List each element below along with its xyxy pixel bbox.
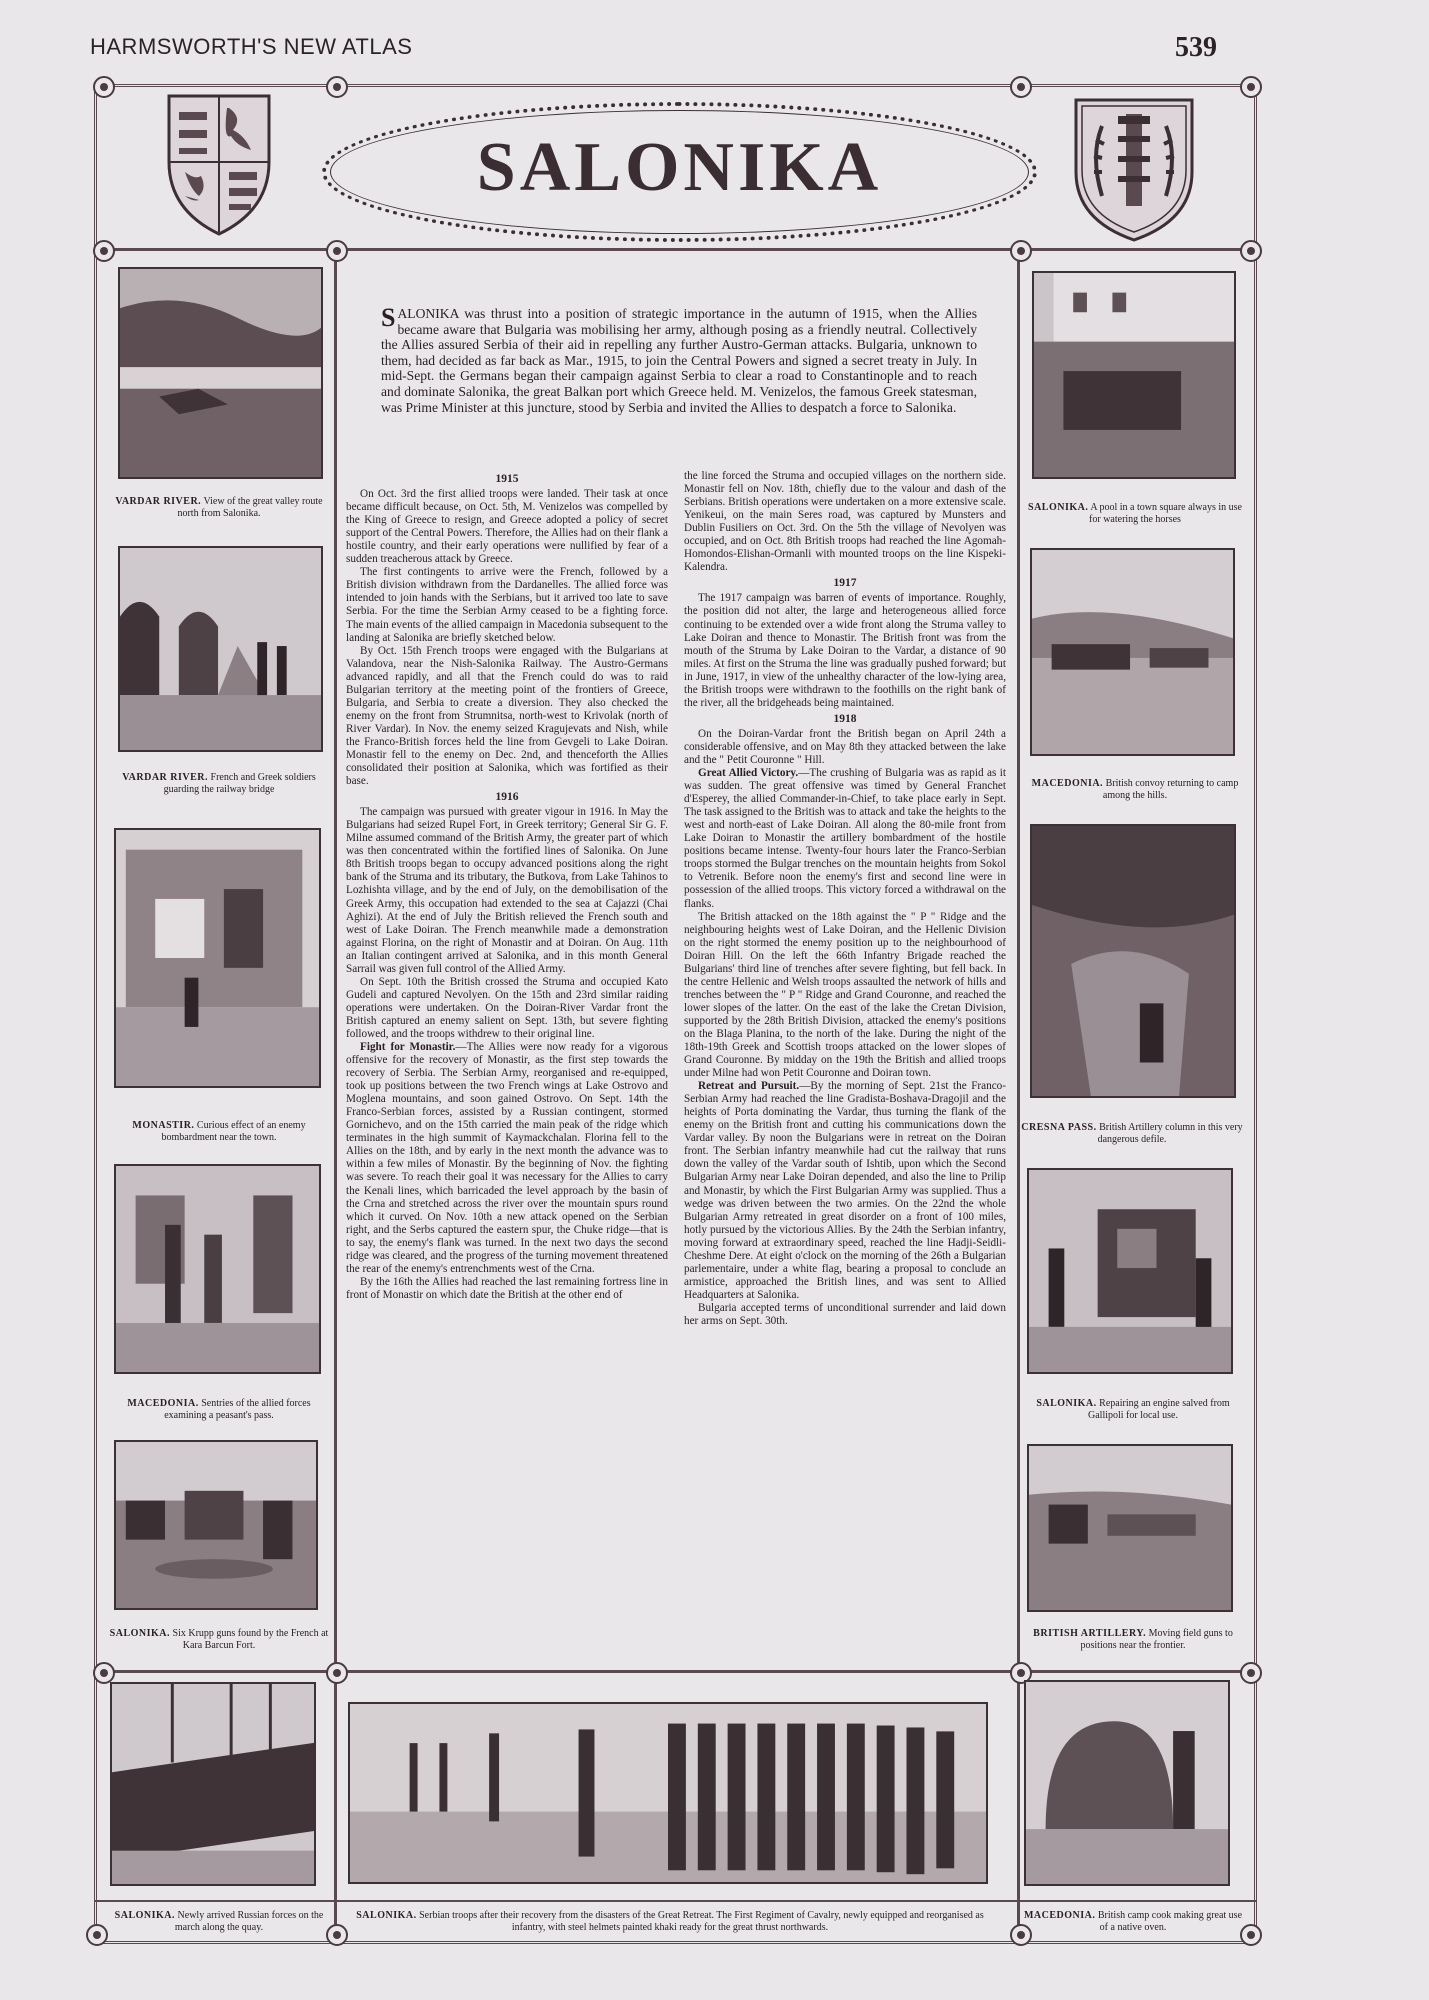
paragraph: On the Doiran-Vardar front the British began on April 24th a considerable offensive, and on May 8th they attacked between the lake and the " Petit Couronne " Hill. (684, 727, 1006, 766)
caption-heading: SALONIKA. (1028, 502, 1089, 513)
bottom-photo-divider (94, 1670, 1257, 1673)
photo-british-convoy (1030, 548, 1235, 756)
bottom-caption-divider (94, 1900, 1257, 1902)
caption-heading: MONASTIR. (132, 1120, 195, 1131)
paragraph-text: —The Allies were now ready for a vigorous offensive for the recovery of Monastir, as the first step towards the recovery of Serbia. The Serbian Army, reorganised and re-equipped, took up positions between the two French wings at Lake Ostrovo and Moglena mountains, and soon gained Ostrovo. On Sept. 14th the Franco-Serbian forces, assisted by a Russian contingent, stormed Gornichevo, and on the 15th carried the main peak of the ridge which terminates in the high summit of Kaymackchalan. Florina fell to the Allies on the 18th, and by early in the next month the advance was to within a few miles of Monastir. By the beginning of Nov. the fighting was severe. To reach their goal it was necessary for the Allies to carry the Kenali lines, which barricaded the level approach by the basin of the Crna and stretched across the river over the mountain spurs round which it curved. On Nov. 10th a new attack opened on the Serbian right, and the Serbs captured the eastern spur, the Chuke ridge—that is to say, the enemy's flank was turned. In the next two days the second ridge was cleared, and the progress of the turning movement threatened the rear of the enemy's entrenchments west of the Crna. (346, 1041, 668, 1275)
caption-text: Curious effect of an enemy bombardment near the town. (161, 1120, 306, 1143)
caption-text: French and Greek soldiers guarding the railway bridge (163, 772, 316, 795)
caption-heading: BRITISH ARTILLERY. (1033, 1628, 1147, 1639)
left-column-divider (334, 248, 337, 1944)
paragraph (684, 1080, 1006, 1302)
caption-text: Repairing an engine salved from Gallipoli for local use. (1088, 1398, 1230, 1421)
year-heading-1915: 1915 (495, 473, 519, 485)
paragraph: the line forced the Struma and occupied villages on the northern side. Monastir fell on Nov. 18th, chiefly due to the valour and dash of the Serbians. British operations were undertaken on a more extensive scale. Yenikeui, on the main Seres road, was captured by Munsters and Dublin Fusiliers on Oct. 3rd. On the 5th the village of Nevolyen was occupied, and on Oct. 8th British troops had reached the line Agomah-Homondos-Elishan-Ormanli with mounted troops on the line Kispeki-Kalendra. (684, 470, 1006, 574)
photo-repairing-engine (1027, 1168, 1233, 1374)
intro-paragraph (381, 303, 977, 415)
caption-heading: VARDAR RIVER. (122, 772, 209, 783)
corner-ornament (1010, 76, 1032, 98)
caption-repairing-engine (1020, 1398, 1246, 1422)
page-title: SALONIKA (476, 129, 883, 206)
text-column-right (684, 470, 1006, 1328)
section-lead: Fight for Monastir. (360, 1041, 456, 1054)
title-divider (94, 248, 1257, 251)
british-coat-of-arms (165, 92, 273, 238)
corner-ornament (326, 1662, 348, 1684)
caption-text: Newly arrived Russian forces on the march along the quay. (174, 1910, 324, 1933)
caption-heading: SALONIKA. (109, 1628, 171, 1639)
photo-camp-cook (1024, 1680, 1230, 1886)
photo-sentries (114, 1164, 321, 1374)
paragraph: By the 16th the Allies had reached the last remaining fortress line in front of Monastir on which date the British at the other end of (346, 1275, 668, 1301)
corner-ornament (326, 76, 348, 98)
caption-heading: CRESNA PASS. (1021, 1122, 1097, 1133)
paragraph: The British attacked on the 18th against the " P " Ridge and the neighbouring heights west of Lake Doiran, and the Hellenic Division on the right stormed the enemy position up to the neighbourhood of Doiran Hill. On the left the 66th Infantry Brigade reached the Bulgarians' third line of trenches after severe fighting, but fell back. In the centre Hellenic and Welsh troops assaulted the network of hills and trenches between the " P " Ridge and Grand Couronne, and reached the lower slopes of the latter. On the east of the lake the Cretan Division, supported by the 28th British Division, attacked the enemy's positions on the Blaga Planina, to the north of the lake. During the night of the 18th-19th Greek and Scottish troops attacked on the lower slopes of Grand Couronne. By midday on the 19th the British and allied troops under Milne had won Petit Couronne and Doiran town. (684, 910, 1006, 1080)
section-lead: Retreat and Pursuit. (698, 1080, 800, 1093)
photo-krupp-guns (114, 1440, 318, 1610)
corner-ornament (1240, 240, 1262, 262)
caption-heading: VARDAR RIVER. (115, 496, 202, 507)
caption-camp-cook (1020, 1910, 1246, 1934)
caption-heading: SALONIKA. (356, 1910, 417, 1921)
paragraph (684, 767, 1006, 911)
photo-cresna-pass (1030, 824, 1236, 1098)
paragraph: By Oct. 15th French troops were engaged with the Bulgarians at Valandova, near the Nish-Salonika Railway. The Austro-Germans advanced rapidly, and all that the French could do was to raid Bulgarian territory at the meeting point of the frontiers of Greece, Bulgaria, and Serbia to create a diversion. They also checked the enemy on the front from Strumnitsa, north-west to Krivolak (north of River Vardar). In Nov. the enemy seized Kragujevats and Nish, while the Franco-British forces held the line from Gevgeli to Lake Doiran. Monastir fell to the enemy on Dec. 2nd, and thenceforth the Allies consolidated their position at Salonika, which was fortified as their base. (346, 644, 668, 788)
paragraph: The campaign was pursued with greater vigour in 1916. In May the Bulgarians had seized Rupel Fort, in Greek territory; General Sir G. F. Milne assumed command of the British Army, the greater part of which was then concentrated within the fortified lines of Salonika. On June 8th British troops began to occupy advanced positions along the right bank of the Struma and its tributary, the Butkova, from Lake Tahinos to Lozhishta village, and by the end of July, on the demobilisation of the Greek Army, this occupation had extended to the sea at Cajazzi (Chai Aghizi). At the end of July the British relieved the French south and west of Lake Doiran. The French meanwhile made a demonstration against Florina, on the right of Monastir and at Doiran. On Aug. 11th an Italian contingent arrived at Salonika, and in this month General Sarrail was given full control of the Allied Army. (346, 806, 668, 975)
year-heading-1916: 1916 (495, 791, 519, 804)
corner-ornament (1240, 76, 1262, 98)
caption-text: British camp cook making great use of a native oven. (1097, 1910, 1243, 1933)
caption-heading: SALONIKA. (1036, 1398, 1097, 1409)
caption-heading: MACEDONIA. (127, 1398, 199, 1409)
text-column-left (346, 470, 668, 1302)
paragraph (346, 1041, 668, 1276)
french-belgian-emblem (1072, 96, 1196, 244)
caption-russian-forces (108, 1910, 330, 1934)
photo-monastir-ruins (114, 828, 321, 1088)
running-title: HARMSWORTH'S NEW ATLAS (90, 34, 413, 59)
caption-text: British Artillery column in this very dangerous defile. (1097, 1122, 1243, 1145)
paragraph: The 1917 campaign was barren of events of importance. Roughly, the position did not alter, the large and heterogeneous allied force continuing to be extended over a wide front along the Struma valley to Lake Doiran and thence to Monastir. The British front was from the mouth of the Struma by Lake Doiran to the Vardar, a distance of 90 miles. At first on the Struma the line was gradually pushed forward; but in June, 1917, in view of the unhealthy character of the low-lying area, the British troops were withdrawn to the foothills on the right bank of the river, all the bridgeheads being maintained. (684, 592, 1006, 709)
year-heading-1918: 1918 (833, 712, 857, 725)
caption-heading: MACEDONIA. (1031, 778, 1104, 789)
paragraph: Bulgaria accepted terms of unconditional surrender and laid down her arms on Sept. 30th. (684, 1301, 1006, 1327)
page-number: 539 (1175, 32, 1217, 63)
corner-ornament (93, 76, 115, 98)
paragraph-text: —By the morning of Sept. 21st the Franco-Serbian Army had reached the line Gradista-Boshava-Dragojil and the heights of Porta dominating the Vardar, thus turning the flank of the enemy on the British front and cutting his communications down the Vardar valley. By noon the Bulgarians were in retreat on the Doiran front. The Serbian infantry meanwhile had cut the railway that runs down the valley of the Vardar south of Ishtib, upon which the Second Bulgarian Army near Lake Doiran depended, and also the line to Prilip and Monastir, by which the First Bulgarian Army was supplied. Thus a wedge was driven between the two armies. On the 22nd the whole Bulgarian Army retreated in great disorder on a front of 100 miles, hotly pursued by the victorious Allies. By the 24th the Serbian infantry, moving forward at extraordinary speed, reached the line Hadji-Seidli-Cheshme Dere. At eight o'clock on the morning of the 26th a Bulgarian parlementaire, under a white flag, bearing a proposal to conclude an armistice, approached the British lines, and was sent to Allied Headquarters at Salonika. (684, 1080, 1007, 1301)
paragraph-text: —The crushing of Bulgaria was as rapid as it was sudden. The great offensive was timed by General Franchet d'Esperey, the allied Commander-in-Chief, to take place early in Sept. The task assigned to the British was to attack and take the heights to the west and north-east of Lake Doiran. All along the 80-mile front from Lake Doiran to Monastir the artillery bombardment of the hostile positions became intense. Twenty-four hours later the Franco-Serbian troops stormed the Bulgar trenches on the mountain heights from Sokol to Vetrenik. Before noon the enemy's first and second line were in possession of the allied troops. This victory forced a withdrawal on the flanks. (684, 767, 1006, 910)
caption-monastir (108, 1120, 330, 1144)
photo-serbian-troops (348, 1702, 988, 1884)
paragraph: On Oct. 3rd the first allied troops were landed. Their task at once became difficult because, on Oct. 5th, M. Venizelos was compelled by the King of Greece to resign, and Greece adopted a policy of secret support of the Central Powers. Therefore, the Allies had on their flank a hostile country, and their early operations were nullified by fear of a sudden treacherous attack by Greece. (346, 488, 668, 566)
corner-ornament (1010, 240, 1032, 262)
caption-text: British convoy returning to camp among the hills. (1102, 778, 1239, 801)
caption-text: Moving field guns to positions near the frontier. (1080, 1628, 1233, 1651)
right-column-divider (1017, 248, 1020, 1944)
caption-vardar-valley (108, 496, 330, 520)
corner-ornament (86, 1924, 108, 1946)
photo-town-pool (1032, 271, 1236, 479)
corner-ornament (93, 1662, 115, 1684)
caption-cresna-pass (1018, 1122, 1246, 1146)
caption-text: Serbian troops after their recovery from the disasters of the Great Retreat. The First Regiment of Cavalry, newly equipped and reorganised as infantry, with steel helmets painted khaki ready for the great thrust northwards. (419, 1910, 984, 1933)
caption-town-pool (1024, 502, 1246, 526)
caption-railway-bridge (108, 772, 330, 796)
caption-british-artillery (1020, 1628, 1246, 1652)
drop-cap: S (381, 303, 396, 332)
caption-sentries (108, 1398, 330, 1422)
photo-russian-forces (110, 1682, 316, 1886)
corner-ornament (326, 240, 348, 262)
caption-british-convoy (1024, 778, 1246, 802)
caption-heading: MACEDONIA. (1023, 1910, 1096, 1921)
photo-railway-bridge (118, 546, 323, 752)
paragraph: On Sept. 10th the British crossed the Struma and occupied Kato Gudeli and captured Nevolyen. On the 15th and 23rd similar raiding operations were undertaken. On the Doiran-River Vardar front the British captured an enemy salient on Sept. 13th, but severe fighting followed, and the troops withdrew to their original line. (346, 975, 668, 1040)
corner-ornament (93, 240, 115, 262)
caption-text: Six Krupp guns found by the French at Kara Barcun Fort. (172, 1628, 329, 1651)
caption-text: Sentries of the allied forces examining a peasant's pass. (164, 1398, 311, 1421)
intro-text: ALONIKA was thrust into a position of strategic importance in the autumn of 1915, when the Allies became aware that Bulgaria was mobilising her army, although posing as a friendly neutral. Collectively the Allies assured Serbia of their aid in repelling any further Austro-German attacks. Bulgaria, unknown to them, had decided as far back as Mar., 1915, to join the Central Powers and signed a secret treaty in July. In mid-Sept. the Germans began their campaign against Serbia to clear a road to Constantinople and to reach and dominate Salonika, the great Balkan port which Greece held. M. Venizelos, the famous Greek statesman, was Prime Minister at this juncture, stood by Serbia and invited the Allies to despatch a force to Salonika. (381, 306, 977, 415)
photo-british-artillery (1027, 1444, 1233, 1612)
caption-text: A pool in a town square always in use for watering the horses (1089, 502, 1242, 525)
caption-krupp-guns (108, 1628, 330, 1652)
year-heading-1917: 1917 (833, 577, 857, 590)
paragraph: The first contingents to arrive were the French, followed by a British division withdrawn from the Dardanelles. The allied force was intended to join hands with the Serbians, but it arrived too late to save Serbia. For the time the Serbian Army ceased to be a fighting force. The main events of the allied campaign in Macedonia subsequent to the landing at Salonika are briefly sketched below. (346, 566, 668, 644)
caption-heading: SALONIKA. (114, 1910, 176, 1921)
corner-ornament (1240, 1662, 1262, 1684)
photo-vardar-valley (118, 267, 323, 479)
section-lead: Great Allied Victory. (698, 767, 799, 780)
caption-serbian-troops (346, 1910, 994, 1934)
caption-text: View of the great valley route north from Salonika. (177, 496, 323, 519)
